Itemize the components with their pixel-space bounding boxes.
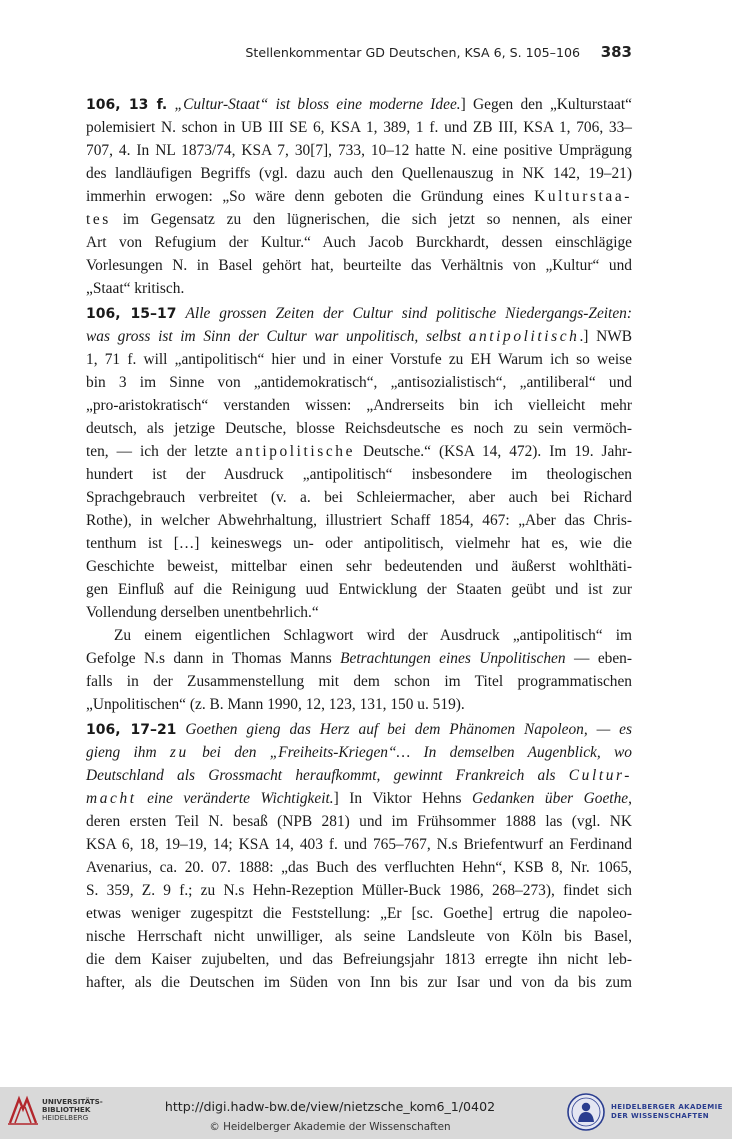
text-line: „Unpolitischen“ (z. B. Mann 1990, 12, 123, 131, 150 u. 519). [86, 696, 465, 713]
text-line: gieng ihm zu bei den „Freiheits-Kriegen“… In demselben Augenblick, wo [86, 744, 632, 761]
spaced-emphasis: Cultur- [568, 767, 632, 784]
text-line: hundert ist der Ausdruck „antipolitisch“ insbesondere im theologischen [86, 466, 632, 483]
university-library-name: UNIVERSITÄTS- BIBLIOTHEK HEIDELBERG [42, 1097, 103, 1123]
lemma: 106, 17–21 [86, 722, 177, 738]
academy-name: HEIDELBERGER AKADEMIE DER WISSENSCHAFTEN [611, 1103, 723, 1120]
spaced-emphasis: zu [169, 744, 189, 761]
running-title: Stellenkommentar GD Deutschen, KSA 6, S. 105–106 [245, 45, 580, 60]
text-line: Geschichte beweist, mittelbar einen sehr bedeutenden und äußerst wohlthäti- [86, 558, 632, 575]
text-line: polemisiert N. schon in UB III SE 6, KSA 1, 389, 1 f. und ZB III, KSA 1, 706, 33– [86, 119, 632, 136]
text-line: Zu einem eigentlichen Schlagwort wird der Ausdruck „antipolitisch“ im [114, 627, 632, 644]
text-line: tes im Gegensatz zu den lügnerischen, die sich jetzt so nennen, als einer [86, 211, 632, 228]
text-line: Vollendung derselben unentbehrlich.“ [86, 604, 319, 621]
text-line: etwas weniger zugespitzt die Feststellung: „Er [sc. Goethe] ertrug die napoleo- [86, 905, 632, 922]
page-number: 383 [600, 43, 632, 61]
spaced-emphasis: macht [86, 790, 137, 807]
running-head [86, 43, 632, 63]
text-line: KSA 6, 18, 19–19, 14; KSA 14, 403 f. und 765–767, N.s Briefentwurf an Ferdinand [86, 836, 632, 853]
text-line: 707, 4. In NL 1873/74, KSA 7, 30[7], 733, 10–12 hatte N. eine positive Umprägung [86, 142, 632, 159]
text-line: Gefolge N.s dann in Thomas Manns Betrachtungen eines Unpolitischen — eben- [86, 650, 633, 667]
source-url-link[interactable]: http://digi.hadw-bw.de/view/nietzsche_kom6_1/0402 [164, 1099, 496, 1114]
text-line: nische Herrschaft nicht unwilliger, als seine Landsleute von Köln bis Basel, [86, 928, 632, 945]
text-line: Avenarius, ca. 20. 07. 1888: „das Buch des verfluchten Hehn“, KSB 8, Nr. 1065, [86, 859, 632, 876]
lemma-quote: „Cultur-Staat“ ist bloss eine moderne Idee. [174, 96, 461, 113]
spaced-emphasis: Kulturstaa- [534, 188, 632, 205]
text-line: deren ersten Teil N. besaß (NPB 281) und im Frühsommer 1888 las (vgl. NK [86, 813, 632, 830]
spaced-emphasis: antipolitische [235, 443, 356, 460]
text-line: Sprachgebrauch verbreitet (v. a. bei Schleiermacher, aber auch bei Richard [86, 489, 632, 506]
text-line [86, 719, 632, 741]
text-line [86, 303, 632, 325]
spaced-emphasis: antipolitisch [468, 328, 580, 345]
copyright-notice: © Heidelberger Akademie der Wissenschaften [209, 1121, 451, 1133]
text-line: tenthum ist […] keineswegs un- oder antipolitisch, vielmehr hat es, wie die [86, 535, 632, 552]
text-line: 106, 13 f. „Cultur-Staat“ ist bloss eine moderne Idee.] Gegen den „Kulturstaat“ [86, 96, 632, 113]
lemma: 106, 13 f. [86, 97, 168, 113]
text-line: falls in der Zusammenstellung mit dem schon im Titel programmatischen [86, 673, 632, 690]
book-title: Gedanken über Goethe [472, 790, 629, 807]
text-line: was gross ist im Sinn der Cultur war unpolitisch, selbst antipolitisch.] NWB [86, 328, 632, 345]
text-line: Art von Refugium der Kultur.“ Auch Jacob Burckhardt, dessen einschlägige [86, 234, 632, 251]
text-line: „Staat“ kritisch. [86, 280, 185, 297]
text-line: des landläufigen Begriffs (vgl. dazu auch den Quellenauszug in NK 142, 19–21) [86, 165, 632, 182]
text-line: immerhin erwogen: „So wäre denn geboten die Gründung eines Kulturstaa- [86, 188, 632, 205]
text-line: S. 359, Z. 9 f.; zu N.s Hehn-Rezeption Müller-Buck 1986, 268–273), findet sich [86, 882, 632, 899]
lemma: 106, 15–17 [86, 306, 177, 322]
lemma-quote: Alle grossen Zeiten der Cultur sind politische Niedergangs-Zeiten: [185, 305, 632, 322]
text-line: gen Einfluß auf die Reinigung uud Entwicklung der Staaten geübt und ist zur [86, 581, 632, 598]
text-line: 1, 71 f. will „antipolitisch“ hier und in einer Vorstufe zu EH Warum ich so weise [86, 351, 632, 368]
text-line: „pro-aristokratisch“ verstanden wissen: „Andrerseits bin ich vielleicht mehr [86, 397, 632, 414]
text-line: Vorlesungen N. in Basel gehört hat, beurteilte das Verhältnis von „Kultur“ und [86, 257, 632, 274]
footer-bar [0, 1087, 732, 1139]
text-line: Rothe), in welcher Abwehrhaltung, illustriert Schaff 1854, 467: „Aber das Chris- [86, 512, 632, 529]
text-line: Deutschland als Grossmacht heraufkommt, gewinnt Frankreich als Cultur- [86, 767, 632, 784]
book-title: Betrachtungen eines Unpolitischen [340, 650, 566, 667]
academy-seal-icon [566, 1092, 606, 1132]
text-line: deutsch, als jetzige Deutsche, blosse Reichsdeutsche es noch zu sein vermöch- [86, 420, 632, 437]
spaced-emphasis: tes [86, 211, 111, 228]
text-line: bin 3 im Sinne von „antidemokratisch“, „antisozialistisch“, „antiliberal“ und [86, 374, 632, 391]
text-line: hafter, als die Deutschen im Süden von Inn bis zur Isar und von da bis zum [86, 974, 632, 991]
text-line: die dem Kaiser zujubelten, und das Befreiungsjahr 1813 erregte ihn nicht leb- [86, 951, 632, 968]
text-line: macht eine veränderte Wichtigkeit.] In Viktor Hehns Gedanken über Goethe, [86, 790, 632, 807]
lemma-quote: Goethen gieng das Herz auf bei dem Phänomen Napoleon, — es [185, 721, 632, 738]
text-line: ten, — ich der letzte antipolitische Deutsche.“ (KSA 14, 472). Im 19. Jahr- [86, 443, 632, 460]
